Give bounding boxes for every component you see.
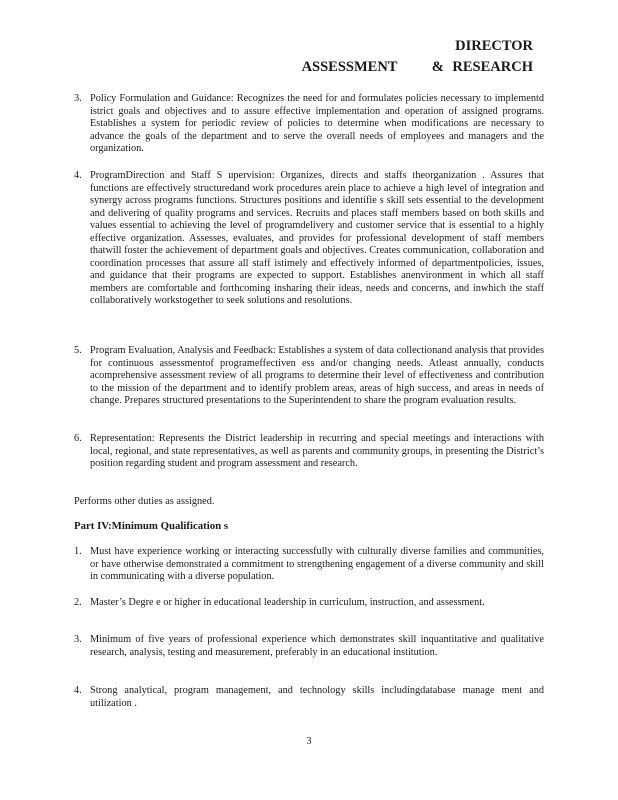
qualification-text: Minimum of five years of professional experience which demonstrates skill inquantitative and qualitative research, analysis, testing and measurement, preferably in an educational institution. xyxy=(90,634,544,658)
header-title-line1: DIRECTOR xyxy=(455,38,533,54)
duty-item-6 xyxy=(74,433,544,471)
qualification-text: Strong analytical, program management, and technology skills includingdatabase manage ment and utilization . xyxy=(90,685,544,709)
qualification-number: 3. xyxy=(74,634,82,645)
other-duties-text: Performs other duties as assigned. xyxy=(74,496,215,507)
qualification-item-3 xyxy=(74,634,544,659)
section-title: Part IV:Minimum Qualification s xyxy=(74,520,229,532)
qualification-text: Must have experience working or interacting successfully with culturally diverse families and communities, or have otherwise demonstrated a commitment to strengthening engagement of a diverse community and skill in communicating with a diverse population. xyxy=(90,546,544,582)
duty-text: Program Evaluation, Analysis and Feedback: Establishes a system of data collectionand analysis that provides for continuous assessmentof programeffectiven ess and/or changing needs. Atleast annually, conducts acomprehensive assessment review of all programs to determine their level of effectiveness and contribution to the mission of the department and to identify problem areas, areas of high success, and areas in needs of change. Prepares structured presentations to the Superintendent to share the program evaluation results. xyxy=(90,345,544,406)
header-title-line2: ASSESSMENT & RESEARCH xyxy=(301,59,533,75)
page-number: 3 xyxy=(306,736,312,747)
qualification-number: 4. xyxy=(74,685,82,696)
qualification-text: Master’s Degre e or higher in educational leadership in curriculum, instruction, and assessment. xyxy=(90,597,485,608)
page-header xyxy=(302,36,533,78)
qualification-number: 1. xyxy=(74,546,82,557)
qualification-item-4 xyxy=(74,685,544,710)
duty-item-4 xyxy=(74,170,544,308)
duty-text: Representation: Represents the District leadership in recurring and special meetings and interactions with local, regional, and state representatives, as well as parents and community groups, in presenting the District’s position regarding student and program assessment and research. xyxy=(90,433,544,469)
duty-text: Policy Formulation and Guidance: Recognizes the need for and formulates policies necessary to implementd istrict goals and objectives and to assure effective implementation and operation of assigned programs. Establishes a system for periodic review of policies to determine when modifications are necessary to advance the goals of the department and to serve the overall needs of employees and managers and the organization. xyxy=(90,93,544,154)
duty-item-5 xyxy=(74,345,544,408)
qualification-number: 2. xyxy=(74,597,82,608)
duty-item-3 xyxy=(74,93,544,156)
qualification-item-2 xyxy=(74,597,544,610)
duty-number: 3. xyxy=(74,93,82,104)
qualification-item-1 xyxy=(74,546,544,584)
duty-number: 5. xyxy=(74,345,82,356)
duty-text: ProgramDirection and Staff S upervision: Organizes, directs and staffs theorganization . Assures that functions are effectively structuredand work procedures arein place to achieve a high level of integration and synergy across programs functions. Structures positions and identifie s skill sets essential to the development and delivering of quality programs and services. Recruits and places staff members based on both skills and values essential to achieving the level of programdelivery and customer service that is essential to a highly effective organization. Assesses, evaluates, and provides for professional development of staff members thatwill foster the achievement of department goals and objectives. Creates communication, collaboration and coordination processes that assure all staff istimely and effectively informed of departmentpolicies, issues, and guidance that their programs are expected to support. Establishes anenvironment in which all staff members are comfortable and forthcoming insharing their ideas, needs and concerns, and inwhich the staff collaboratively workstogether to seek solutions and resolutions. xyxy=(90,170,544,306)
duty-number: 4. xyxy=(74,170,82,181)
duty-number: 6. xyxy=(74,433,82,444)
